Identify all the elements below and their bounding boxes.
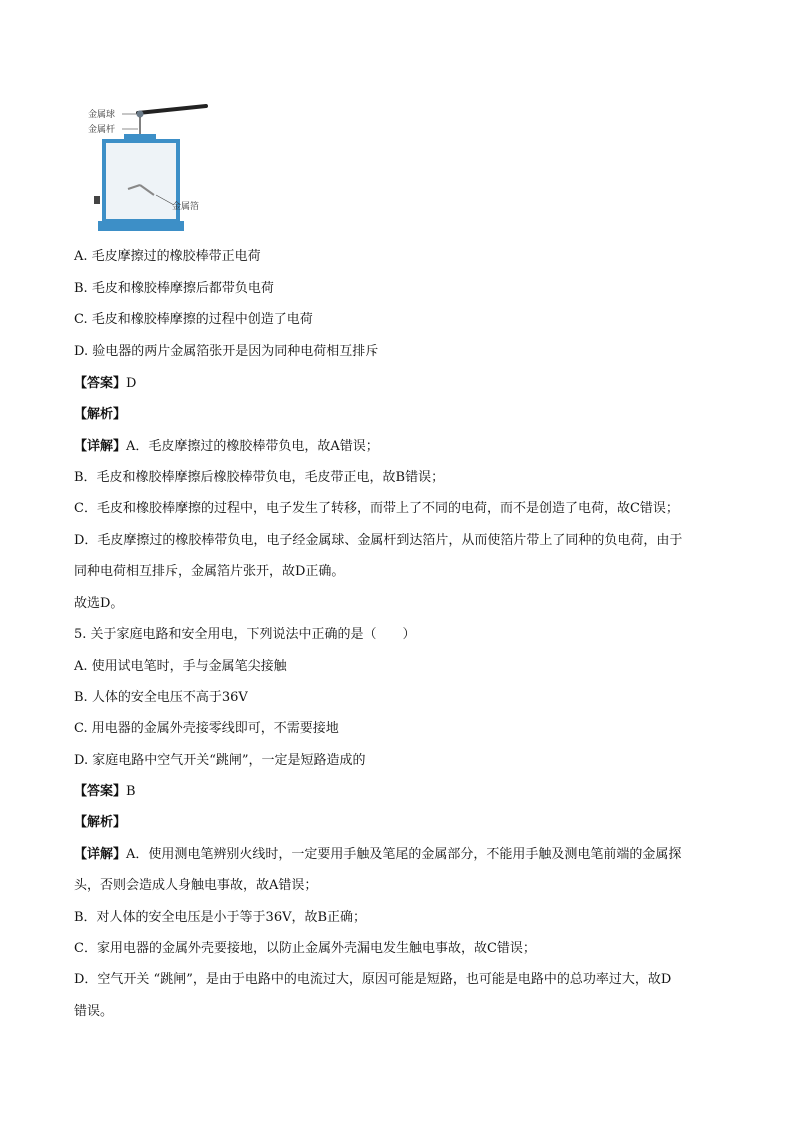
q4-detail-line: 【详解】A．毛皮摩擦过的橡胶棒带负电，故A错误； xyxy=(74,439,379,454)
q4-analysis-tag: 【解析】 xyxy=(74,407,127,422)
q5-detail-line: B．对人体的安全电压是小于等于36V，故B正确； xyxy=(74,910,367,925)
jar-lid-shape xyxy=(124,134,156,142)
q5-option-b: B. 人体的安全电压不高于36V xyxy=(74,690,248,705)
q5-answer xyxy=(74,782,136,802)
q4-option-c: C. 毛皮和橡胶棒摩擦的过程中创造了电荷 xyxy=(74,312,313,327)
q4-option-a: A. 毛皮摩擦过的橡胶棒带正电荷 xyxy=(74,249,261,264)
jar-base-shape xyxy=(98,221,184,231)
detail-tag: 【详解】 xyxy=(74,847,127,862)
q5-stem: 5. 关于家庭电路和安全用电，下列说法中正确的是（ ） xyxy=(74,627,416,642)
q5-option-d: D. 家庭电路中空气开关“跳闸”，一定是短路造成的 xyxy=(74,753,366,768)
electroscope-figure xyxy=(84,101,208,235)
side-knob-shape xyxy=(94,196,100,204)
q5-detail-line: 【详解】A．使用测电笔辨别火线时，一定要用手触及笔尾的金属部分，不能用手触及测电笔前端的金属探 xyxy=(74,847,682,862)
q5-analysis-tag: 【解析】 xyxy=(74,815,127,830)
answer-tag: 【答案】 xyxy=(74,784,127,799)
label-metal-rod: 金属杆 xyxy=(88,125,116,135)
q4-option-d: D. 验电器的两片金属箔张开是因为同种电荷相互排斥 xyxy=(74,344,379,359)
q4-detail-line: 同种电荷相互排斥，金属箔片张开，故D正确。 xyxy=(74,564,345,579)
glass-jar-shape xyxy=(104,141,178,221)
detail-tag: 【详解】 xyxy=(74,439,127,454)
q5-detail-line: 头，否则会造成人身触电事故，故A错误； xyxy=(74,878,318,893)
q5-option-a: A. 使用试电笔时，手与金属笔尖接触 xyxy=(74,659,287,674)
metal-ball-shape xyxy=(137,111,144,118)
answer-value: B xyxy=(126,784,136,799)
label-metal-foil: 金属箔 xyxy=(172,202,200,212)
q4-detail-line: C．毛皮和橡胶棒摩擦的过程中，电子发生了转移，而带上了不同的电荷，而不是创造了电荷，故C错误； xyxy=(74,501,679,516)
q5-detail-line: D．空气开关 “跳闸”，是由于电路中的电流过大，原因可能是短路，也可能是电路中的总功率过大，故D xyxy=(74,972,672,987)
q4-conclusion: 故选D。 xyxy=(74,596,124,611)
q4-detail-line: B．毛皮和橡胶棒摩擦后橡胶棒带负电，毛皮带正电，故B错误； xyxy=(74,470,445,485)
q5-detail-line: C．家用电器的金属外壳要接地，以防止金属外壳漏电发生触电事故，故C错误； xyxy=(74,941,536,956)
q5-option-c: C. 用电器的金属外壳接零线即可，不需要接地 xyxy=(74,721,339,736)
answer-value: D xyxy=(126,376,137,391)
q4-detail-line: D．毛皮摩擦过的橡胶棒带负电，电子经金属球、金属杆到达箔片，从而使箔片带上了同种的负电荷，由于 xyxy=(74,533,683,548)
q4-answer xyxy=(74,374,136,394)
answer-tag: 【答案】 xyxy=(74,376,127,391)
q5-detail-line: 错误。 xyxy=(74,1004,114,1019)
label-metal-ball: 金属球 xyxy=(88,110,116,120)
q4-option-b: B. 毛皮和橡胶棒摩擦后都带负电荷 xyxy=(74,281,274,296)
rubber-rod-shape xyxy=(138,106,206,113)
